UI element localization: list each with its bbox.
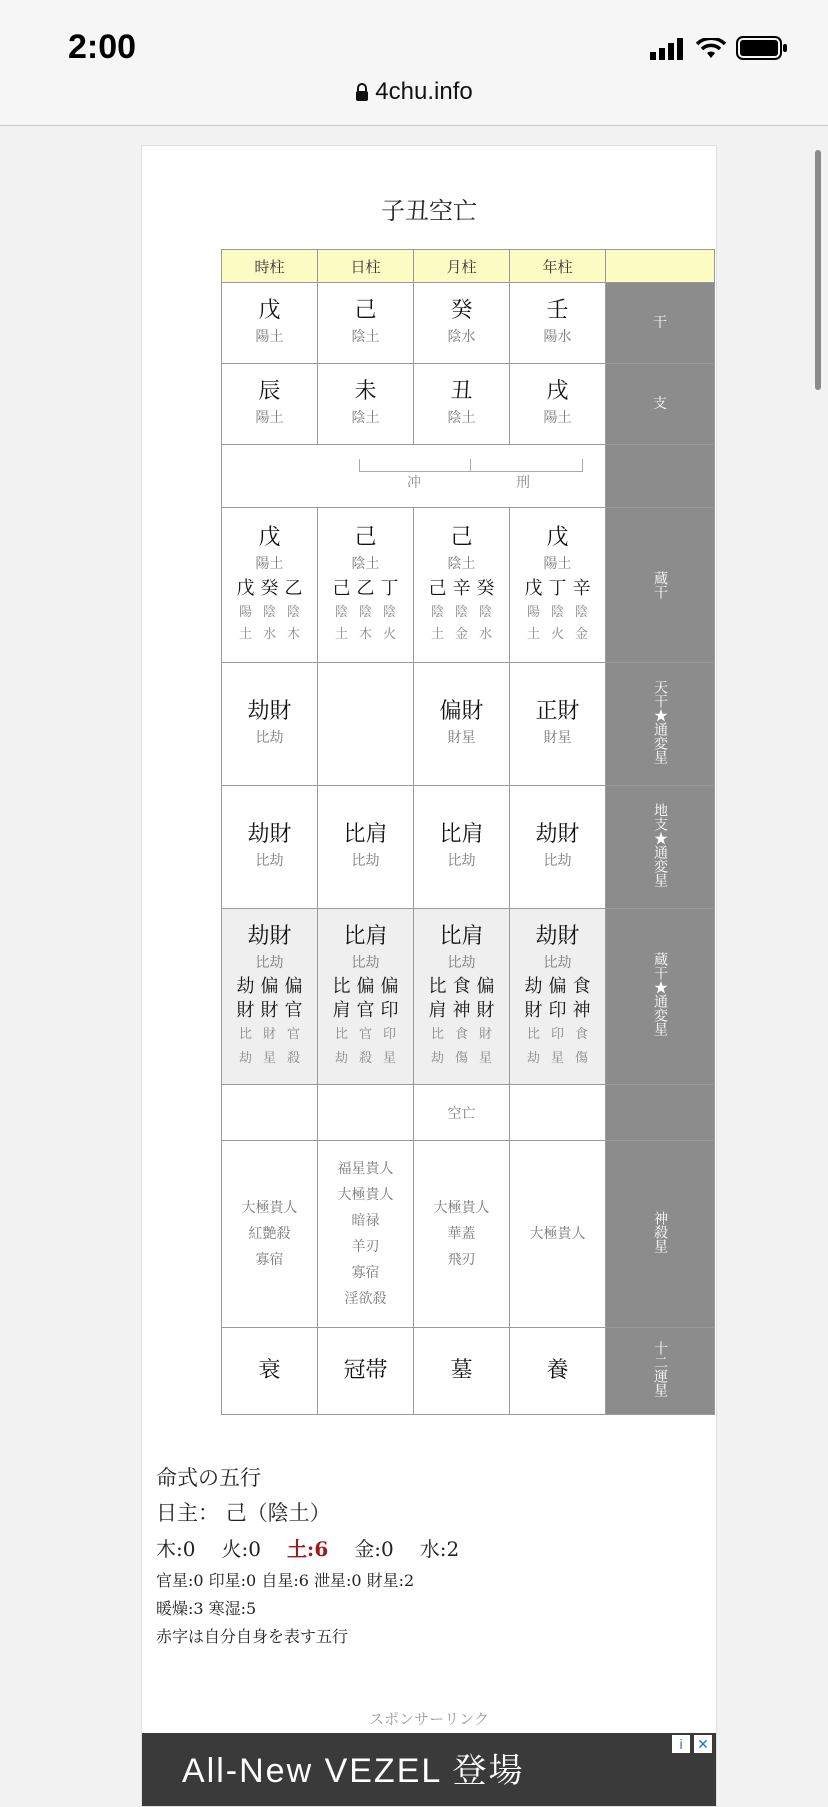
zoukan-cell: 戊 陽土 戊 癸 乙 陽 陰 陰 土 水 木: [222, 508, 318, 663]
pillar-header: 年柱: [510, 250, 606, 283]
kuubou-cell: [222, 1085, 318, 1141]
pillar-header: 日柱: [318, 250, 414, 283]
zoukan-cell: 己 陰土 己 辛 癸 陰 陰 陰 土 金 水: [414, 508, 510, 663]
shinsatsu-cell: 大極貴人: [510, 1141, 606, 1328]
stem-cell: 戊 陽土: [222, 283, 318, 364]
tsuhen-cell: [318, 663, 414, 786]
branch-cell: 未 陰土: [318, 364, 414, 445]
branch-cell: 辰 陽土: [222, 364, 318, 445]
ad-banner[interactable]: [142, 1733, 716, 1806]
system-icons: [650, 36, 788, 64]
zoukan-row: [222, 508, 715, 663]
row-label-branch: 支: [606, 364, 715, 445]
temperature-counts: 暖燥:3 寒湿:5: [156, 1599, 257, 1618]
page-scrollbar[interactable]: [815, 150, 821, 390]
shinsatsu-row: [222, 1141, 715, 1328]
zoukan-cell: 戊 陽土 戊 丁 辛 陽 陰 陰 土 火 金: [510, 508, 606, 663]
element-count-wood: 木:0: [156, 1537, 196, 1561]
shinsatsu-cell: 大極貴人 紅艶殺 寡宿: [222, 1141, 318, 1328]
element-counts: [156, 1531, 706, 1567]
unsei-cell: 墓: [414, 1328, 510, 1415]
tsuhen-cell: 劫財 比劫: [222, 663, 318, 786]
signal-icon: [650, 38, 686, 64]
tsuhen-cell: 劫財 比劫: [222, 786, 318, 909]
relation-side: [606, 445, 715, 508]
sponsor-label: スポンサーリンク: [369, 1710, 489, 1728]
battery-icon: [736, 36, 788, 64]
zoukan-tsuhen-cell: 劫財 比劫 劫 偏 偏 財 財 官 比 財 官 劫 星 殺: [222, 909, 318, 1085]
pillar-header: 月柱: [414, 250, 510, 283]
gogyou-summary: [156, 1461, 706, 1651]
row-label-zoukan-tsuhen: 蔵干★通変星: [606, 909, 715, 1085]
relation-label-kei: 刑: [516, 475, 530, 491]
kuubou-cell: [510, 1085, 606, 1141]
branch-row: [222, 364, 715, 445]
relation-cell: [222, 445, 606, 508]
kuubou-title: 子丑空亡: [381, 197, 477, 225]
stem-cell: 壬 陽水: [510, 283, 606, 364]
ad-close-icon[interactable]: ✕: [694, 1735, 712, 1753]
chishi-tsuhen-row: [222, 786, 715, 909]
url-text: 4chu.info: [375, 78, 473, 105]
status-time: 2:00: [68, 28, 137, 66]
unsei-row: [222, 1328, 715, 1415]
kuubou-side: [606, 1085, 715, 1141]
relation-divider: [470, 459, 471, 471]
tsuhen-cell: 正財 財星: [510, 663, 606, 786]
gogyou-title: 命式の五行: [156, 1466, 261, 1490]
kuubou-cell: [318, 1085, 414, 1141]
meishiki-table: [221, 249, 715, 1415]
zoukan-tsuhen-cell: 比肩 比劫 比 偏 偏 肩 官 印 比 官 印 劫 殺 星: [318, 909, 414, 1085]
ad-info-icon[interactable]: i: [672, 1735, 690, 1753]
header-corner: [606, 250, 715, 283]
tsuhen-cell: 偏財 財星: [414, 663, 510, 786]
zoukan-cell: 己 陰土 己 乙 丁 陰 陰 陰 土 木 火: [318, 508, 414, 663]
content-page: [141, 145, 717, 1807]
kuubou-row: [222, 1085, 715, 1141]
shinsatsu-cell: 福星貴人 大極貴人 暗禄 羊刃 寡宿 淫欲殺: [318, 1141, 414, 1328]
row-label-chishi-tsuhen: 地支★通変星: [606, 786, 715, 909]
browser-chrome: [0, 0, 828, 126]
stem-cell: 己 陰土: [318, 283, 414, 364]
branch-cell: 丑 陰土: [414, 364, 510, 445]
nichishu: 日主： 己（陰土）: [156, 1501, 331, 1525]
zoukan-tsuhen-cell: 劫財 比劫 劫 偏 食 財 印 神 比 印 食 劫 星 傷: [510, 909, 606, 1085]
row-label-tenkan-tsuhen: 天干★通変星: [606, 663, 715, 786]
tenkan-tsuhen-row: [222, 663, 715, 786]
zoukan-tsuhen-row: [222, 909, 715, 1085]
ad-text: All-New VEZEL 登場: [182, 1752, 525, 1790]
tsuhen-cell: 比肩 比劫: [414, 786, 510, 909]
relation-label-chuu: 冲: [407, 475, 421, 491]
shinsatsu-cell: 大極貴人 華蓋 飛刃: [414, 1141, 510, 1328]
element-count-fire: 火:0: [221, 1537, 261, 1561]
unsei-cell: 養: [510, 1328, 606, 1415]
pillar-header-row: [222, 250, 715, 283]
row-label-shinsatsu: 神殺星: [606, 1141, 715, 1328]
stem-row: [222, 283, 715, 364]
unsei-cell: 衰: [222, 1328, 318, 1415]
tsuhen-cell: 比肩 比劫: [318, 786, 414, 909]
zoukan-tsuhen-cell: 比肩 比劫 比 食 偏 肩 神 財 比 食 財 劫 傷 星: [414, 909, 510, 1085]
url-bar[interactable]: [0, 78, 828, 108]
element-count-water: 水:2: [419, 1537, 460, 1561]
tsuhen-cell: 劫財 比劫: [510, 786, 606, 909]
relation-row: [222, 445, 715, 508]
relation-bracket: [359, 459, 583, 472]
element-count-earth: 土:6: [286, 1537, 329, 1561]
self-note: 赤字は自分自身を表す五行: [156, 1627, 349, 1646]
wifi-icon: [696, 38, 726, 64]
unsei-cell: 冠帯: [318, 1328, 414, 1415]
kuubou-cell: 空亡: [414, 1085, 510, 1141]
pillar-header: 時柱: [222, 250, 318, 283]
lock-icon: [355, 80, 369, 108]
branch-cell: 戌 陽土: [510, 364, 606, 445]
row-label-unsei: 十二運星: [606, 1328, 715, 1415]
stem-cell: 癸 陰水: [414, 283, 510, 364]
star-counts: 官星:0 印星:0 自星:6 泄星:0 財星:2: [156, 1571, 415, 1590]
row-label-zoukan: 蔵干: [606, 508, 715, 663]
row-label-stem: 干: [606, 283, 715, 364]
element-count-metal: 金:0: [354, 1537, 394, 1561]
